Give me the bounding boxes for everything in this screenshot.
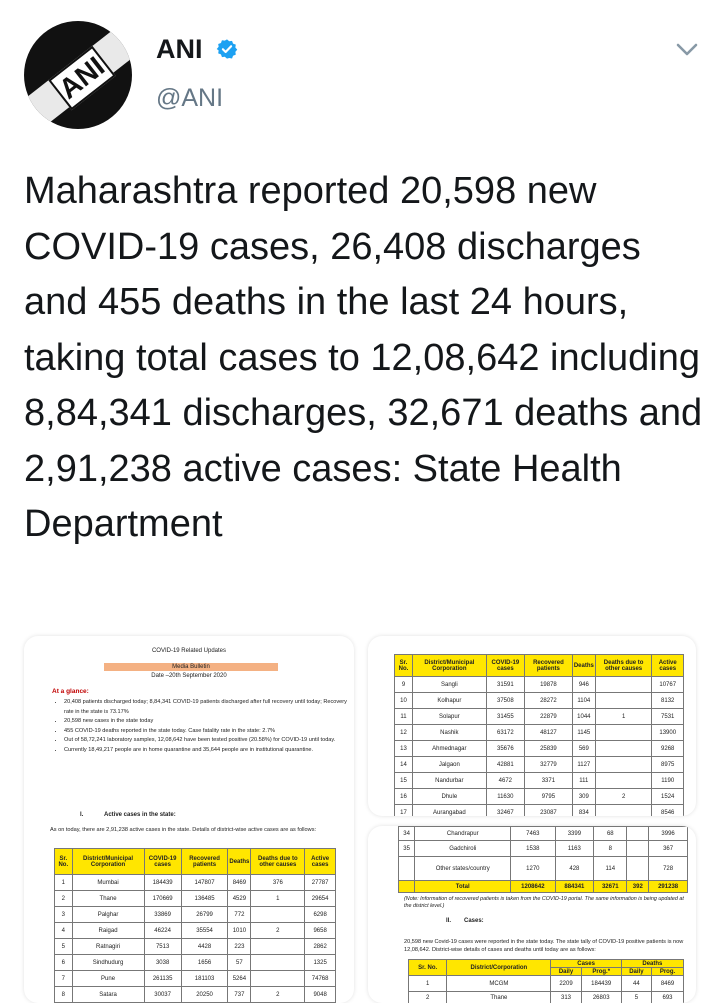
account-name[interactable]: ANI xyxy=(156,34,203,64)
table-cell: 3038 xyxy=(144,955,181,971)
table-cell: 8469 xyxy=(652,976,684,992)
table-row xyxy=(55,875,336,891)
table-cell: 13900 xyxy=(652,725,684,741)
table-cell: 27787 xyxy=(305,875,336,891)
active-cases-table xyxy=(54,848,336,1003)
media-image-bulletin-page-1[interactable] xyxy=(24,636,354,1003)
district-cases-table xyxy=(408,959,684,1003)
table-cell: 1208642 xyxy=(511,881,555,893)
table-header-row xyxy=(395,655,684,677)
table-cell: Gadchiroli xyxy=(415,841,511,857)
table-cell: Other states/country xyxy=(415,857,511,881)
table-cell xyxy=(399,857,415,881)
table-cell: 31455 xyxy=(486,709,524,725)
table-cell: 20250 xyxy=(181,987,228,1003)
table-cell: 8 xyxy=(594,841,627,857)
table-cell: Sindhudurg xyxy=(72,955,144,971)
table-cell: Chandrapur xyxy=(415,827,511,841)
table-cell xyxy=(595,741,652,757)
table-header-row xyxy=(409,960,684,968)
table-header: Active cases xyxy=(652,655,684,677)
table-cell: 14 xyxy=(395,757,413,773)
table-header: District/Municipal Corporation xyxy=(413,655,487,677)
table-cell: 1 xyxy=(595,709,652,725)
table-cell xyxy=(595,773,652,789)
table-cell: 834 xyxy=(572,805,595,817)
table-cell: Mumbai xyxy=(72,875,144,891)
table-row xyxy=(399,841,688,857)
table-cell: 8132 xyxy=(652,693,684,709)
table-cell: 9048 xyxy=(305,987,336,1003)
table-cell: 367 xyxy=(649,841,688,857)
glance-bullet: • 20,598 new cases in the state today xyxy=(64,717,354,727)
verified-badge-icon xyxy=(216,38,238,60)
table-cell: 19878 xyxy=(525,677,573,693)
table-cell: 5 xyxy=(621,992,651,1003)
table-header: District/Corporation xyxy=(447,960,551,976)
table-cell: 9795 xyxy=(525,789,573,805)
table-cell: Aurangabad xyxy=(413,805,487,817)
table-cell: 8469 xyxy=(228,875,251,891)
table-cell: 569 xyxy=(572,741,595,757)
section-title: Active cases in the state: xyxy=(104,812,176,818)
tweet-text: Maharashtra reported 20,598 new COVID-19 cases, 26,408 discharges and 455 deaths in the last 24 hours, taking total cases to 12,08,642 including 8,84,341 discharges, 32,671 deaths and 2,91,238 active cases: State Health Department xyxy=(24,170,703,545)
table-cell: 4428 xyxy=(181,939,228,955)
table-cell: 31591 xyxy=(486,677,524,693)
table-cell: 946 xyxy=(572,677,595,693)
table-cell: 5264 xyxy=(228,971,251,987)
table-cell: Sangli xyxy=(413,677,487,693)
table-cell: Ratnagiri xyxy=(72,939,144,955)
table-cell: 30037 xyxy=(144,987,181,1003)
table-row xyxy=(395,677,684,693)
section-number: I. xyxy=(80,812,84,818)
table-header: District/Municipal Corporation xyxy=(72,849,144,875)
table-cell: 35 xyxy=(399,841,415,857)
table-cell: 428 xyxy=(555,857,594,881)
table-cell: 1 xyxy=(251,891,305,907)
table-cell xyxy=(595,805,652,817)
table-cell: 23087 xyxy=(525,805,573,817)
table-cell: 10 xyxy=(395,693,413,709)
table-row xyxy=(395,741,684,757)
table-cell: 46224 xyxy=(144,923,181,939)
table-cell xyxy=(595,677,652,693)
table-cell xyxy=(595,757,652,773)
table-cell: 1656 xyxy=(181,955,228,971)
media-image-bulletin-page-2[interactable] xyxy=(368,636,696,816)
table-cell: 63172 xyxy=(486,725,524,741)
table-header: Active cases xyxy=(305,849,336,875)
table-header: Deaths due to other causes xyxy=(595,655,652,677)
table-cell: 111 xyxy=(572,773,595,789)
table-cell: 728 xyxy=(649,857,688,881)
table-cell: 10767 xyxy=(652,677,684,693)
table-cell: Pune xyxy=(72,971,144,987)
table-cell: 9 xyxy=(395,677,413,693)
table-cell: Kolhapur xyxy=(413,693,487,709)
table-cell: 8975 xyxy=(652,757,684,773)
table-header: Sr. No. xyxy=(409,960,447,976)
table-row xyxy=(399,857,688,881)
account-handle[interactable]: @ANI xyxy=(156,84,224,112)
table-cell: 2 xyxy=(55,891,73,907)
table-row xyxy=(395,757,684,773)
table-cell: 15 xyxy=(395,773,413,789)
table-cell xyxy=(251,939,305,955)
table-cell: Solapur xyxy=(413,709,487,725)
table-cell: 13 xyxy=(395,741,413,757)
bulletin-banner: Media Bulletin xyxy=(104,663,278,671)
table-cell: 9268 xyxy=(652,741,684,757)
table-cell xyxy=(251,955,305,971)
table-header: Recovered patients xyxy=(525,655,573,677)
media-image-bulletin-page-3[interactable] xyxy=(368,826,696,1003)
table-row xyxy=(395,773,684,789)
table-cell: 309 xyxy=(572,789,595,805)
section-intro: 20,598 new Covid-19 cases were reported in the state today. The state tally of COVID-19 positive patients is now 12,08,642. District-wise details of cases and deaths until today are as follows: xyxy=(404,939,684,953)
table-cell: Thane xyxy=(72,891,144,907)
table-cell: 7531 xyxy=(652,709,684,725)
section-number: II. xyxy=(446,918,452,924)
table-cell: 3 xyxy=(55,907,73,923)
table-cell: 392 xyxy=(627,881,649,893)
table-cell: 5 xyxy=(55,939,73,955)
table-header-row xyxy=(55,849,336,875)
table-cell: 4672 xyxy=(486,773,524,789)
table-row xyxy=(55,955,336,971)
table-cell: 3399 xyxy=(555,827,594,841)
table-row xyxy=(395,725,684,741)
table-total-row xyxy=(399,881,688,893)
table-cell xyxy=(399,881,415,893)
chevron-down-icon[interactable] xyxy=(676,42,698,58)
table-row xyxy=(55,971,336,987)
table-cell: Thane xyxy=(447,992,551,1003)
table-cell: 8546 xyxy=(652,805,684,817)
table-cell: 2862 xyxy=(305,939,336,955)
ani-logo: ANI xyxy=(48,46,116,110)
table-row xyxy=(399,827,688,841)
table-cell: Nashik xyxy=(413,725,487,741)
table-cell: 291238 xyxy=(649,881,688,893)
table-cell: 74768 xyxy=(305,971,336,987)
table-cell: 29654 xyxy=(305,891,336,907)
table-cell: 32779 xyxy=(525,757,573,773)
table-header: Daily xyxy=(621,968,651,976)
table-cell: 7 xyxy=(55,971,73,987)
table-cell: 1538 xyxy=(511,841,555,857)
table-header: Prog.* xyxy=(581,968,621,976)
table-cell: 12 xyxy=(395,725,413,741)
table-cell: 9658 xyxy=(305,923,336,939)
glance-title: At a glance: xyxy=(52,688,89,695)
active-cases-table-continued xyxy=(394,654,684,816)
table-cell: 3371 xyxy=(525,773,573,789)
table-header: Deaths xyxy=(228,849,251,875)
table-cell: 261135 xyxy=(144,971,181,987)
glance-bullet: • Out of 58,72,241 laboratory samples, 12,08,642 have been tested positive (20.58%) for COVID-19 until today. xyxy=(64,736,354,746)
table-cell: 2 xyxy=(595,789,652,805)
glance-bullet: • 20,408 patients discharged today; 8,84,341 COVID-19 patients discharged after full recovery until today; Recovery rate in the state is 73.17% xyxy=(64,698,354,717)
table-cell xyxy=(627,841,649,857)
table-cell: 34 xyxy=(399,827,415,841)
table-cell: 17 xyxy=(395,805,413,817)
table-cell: 737 xyxy=(228,987,251,1003)
table-cell: 11 xyxy=(395,709,413,725)
table-cell: 35676 xyxy=(486,741,524,757)
table-header: Recovered patients xyxy=(181,849,228,875)
table-cell: 26803 xyxy=(581,992,621,1003)
table-cell: 32671 xyxy=(594,881,627,893)
table-cell: 376 xyxy=(251,875,305,891)
table-cell: 223 xyxy=(228,939,251,955)
table-cell xyxy=(595,693,652,709)
table-cell: 2 xyxy=(409,992,447,1003)
table-cell: Palghar xyxy=(72,907,144,923)
table-cell: 1044 xyxy=(572,709,595,725)
table-cell: 1127 xyxy=(572,757,595,773)
table-row xyxy=(55,907,336,923)
table-cell: 1104 xyxy=(572,693,595,709)
table-header: COVID-19 cases xyxy=(486,655,524,677)
table-row xyxy=(395,789,684,805)
table-row xyxy=(55,923,336,939)
table-cell: 1 xyxy=(55,875,73,891)
table-cell: Ahmednagar xyxy=(413,741,487,757)
glance-list xyxy=(50,698,354,755)
glance-bullet: • Currently 18,49,217 people are in home quarantine and 35,644 people are in institutional quarantine. xyxy=(64,746,354,756)
table-cell: 3996 xyxy=(649,827,688,841)
table-cell: 114 xyxy=(594,857,627,881)
table-row xyxy=(55,891,336,907)
table-cell: 6298 xyxy=(305,907,336,923)
table-cell: 35554 xyxy=(181,923,228,939)
table-cell: MCGM xyxy=(447,976,551,992)
table-cell: 42881 xyxy=(486,757,524,773)
section-intro: As on today, there are 2,91,238 active cases in the state. Details of district-wise active cases are as follows: xyxy=(50,827,317,833)
table-cell: 1010 xyxy=(228,923,251,939)
table-cell: 2 xyxy=(251,923,305,939)
table-header: Deaths xyxy=(572,655,595,677)
table-header: Sr. No. xyxy=(395,655,413,677)
table-cell: 6 xyxy=(55,955,73,971)
table-cell: 16 xyxy=(395,789,413,805)
table-cell: 184439 xyxy=(581,976,621,992)
table-cell: 1163 xyxy=(555,841,594,857)
table-cell: 8 xyxy=(55,987,73,1003)
table-cell: 1325 xyxy=(305,955,336,971)
table-cell: 4529 xyxy=(228,891,251,907)
table-cell xyxy=(627,857,649,881)
bulletin-date: Date –20th September 2020 xyxy=(151,673,227,679)
table-cell xyxy=(595,725,652,741)
table-cell: 1 xyxy=(409,976,447,992)
table-cell: Dhule xyxy=(413,789,487,805)
table-cell: 26799 xyxy=(181,907,228,923)
media-grid[interactable] xyxy=(24,636,696,1003)
table-header: Prog. xyxy=(652,968,684,976)
table-cell xyxy=(251,971,305,987)
table-cell: 7513 xyxy=(144,939,181,955)
table-cell: 11630 xyxy=(486,789,524,805)
glance-bullet: • 455 COVID-19 deaths reported in the state today. Case fatality rate in the state: 2.7% xyxy=(64,727,354,737)
table-cell: 147807 xyxy=(181,875,228,891)
table-cell: 136485 xyxy=(181,891,228,907)
table-row xyxy=(409,976,684,992)
table-cell: 37508 xyxy=(486,693,524,709)
table-row xyxy=(395,805,684,817)
table-cell: 22879 xyxy=(525,709,573,725)
table-cell: 313 xyxy=(551,992,581,1003)
table-cell: 1524 xyxy=(652,789,684,805)
table-cell: 184439 xyxy=(144,875,181,891)
table-cell: Satara xyxy=(72,987,144,1003)
table-cell: 884341 xyxy=(555,881,594,893)
table-cell: 170669 xyxy=(144,891,181,907)
table-cell: 68 xyxy=(594,827,627,841)
table-row xyxy=(395,709,684,725)
active-cases-table-end xyxy=(398,826,688,893)
table-cell xyxy=(251,907,305,923)
table-cell: 1190 xyxy=(652,773,684,789)
table-header: Cases xyxy=(551,960,621,968)
table-cell: Total xyxy=(415,881,511,893)
table-cell: 4 xyxy=(55,923,73,939)
table-cell: 181103 xyxy=(181,971,228,987)
table-cell: 28272 xyxy=(525,693,573,709)
table-cell: 1145 xyxy=(572,725,595,741)
table-row xyxy=(55,987,336,1003)
table-row xyxy=(395,693,684,709)
table-cell: 772 xyxy=(228,907,251,923)
table-cell xyxy=(627,827,649,841)
table-row xyxy=(409,992,684,1003)
table-cell: Raigad xyxy=(72,923,144,939)
table-header: Sr. No. xyxy=(55,849,73,875)
table-cell: 693 xyxy=(652,992,684,1003)
section-title: Cases: xyxy=(464,918,484,924)
table-cell: 48127 xyxy=(525,725,573,741)
table-cell: 44 xyxy=(621,976,651,992)
table-header: COVID-19 cases xyxy=(144,849,181,875)
table-row xyxy=(55,939,336,955)
table-header: Daily xyxy=(551,968,581,976)
bulletin-header: COVID-19 Related Updates xyxy=(151,648,227,654)
table-header: Deaths due to other causes xyxy=(251,849,305,875)
avatar[interactable] xyxy=(24,21,132,129)
table-cell: Jalgaon xyxy=(413,757,487,773)
table-cell: 33869 xyxy=(144,907,181,923)
table-cell: 57 xyxy=(228,955,251,971)
table-note: (Note: Information of recovered patients is taken from the COVID-19 portal. The same information is being updated at the district level.) xyxy=(404,896,684,909)
table-cell: 25839 xyxy=(525,741,573,757)
table-cell: 32467 xyxy=(486,805,524,817)
table-cell: 7463 xyxy=(511,827,555,841)
table-cell: 1270 xyxy=(511,857,555,881)
table-cell: 2 xyxy=(251,987,305,1003)
table-cell: 2209 xyxy=(551,976,581,992)
table-header: Deaths xyxy=(621,960,683,968)
table-cell: Nandurbar xyxy=(413,773,487,789)
